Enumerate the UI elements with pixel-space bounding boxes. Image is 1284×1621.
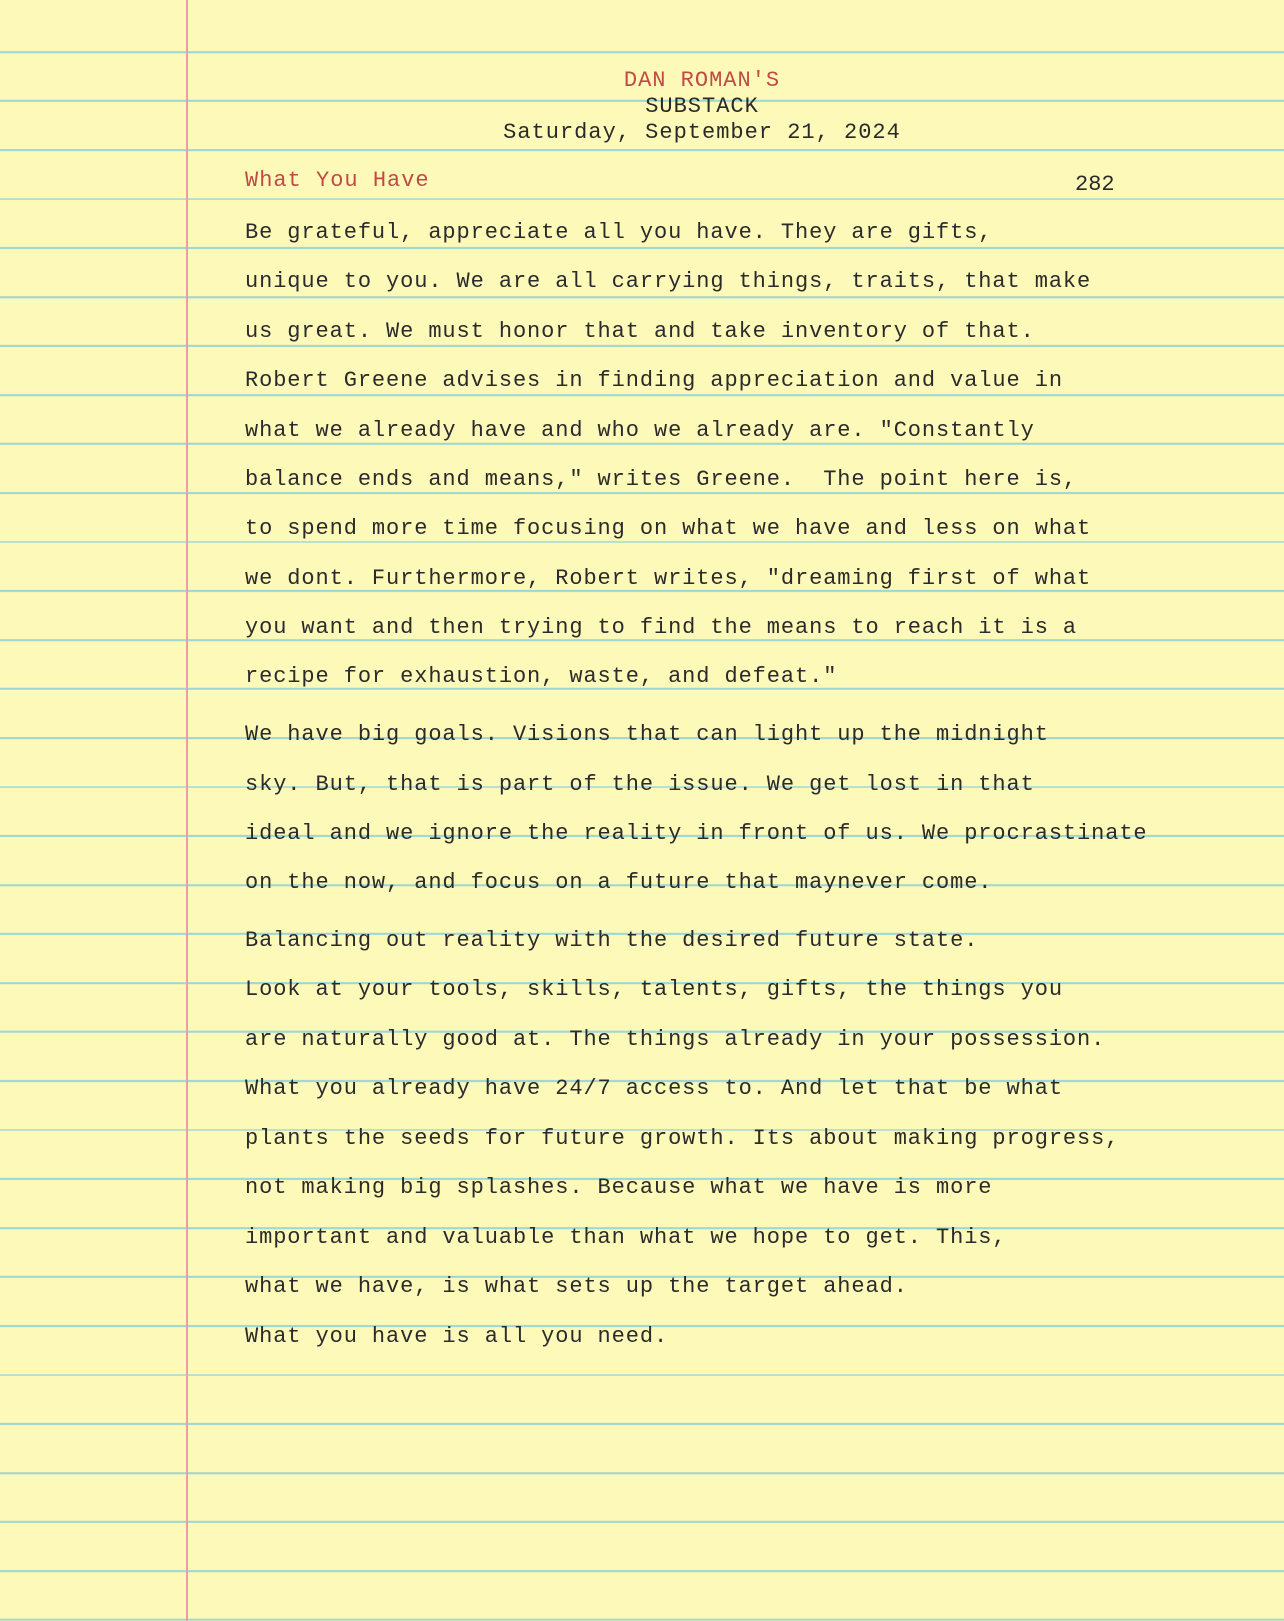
header-brand: DAN ROMAN'S	[623, 68, 781, 93]
body-line: plants the seeds for future growth. Its about making progress,	[245, 1126, 1120, 1151]
body-line: Be grateful, appreciate all you have. They are gifts,	[245, 220, 993, 245]
body-line: balance ends and means," writes Greene. The point here is,	[245, 467, 1078, 492]
body-line: are naturally good at. The things already in your possession.	[245, 1027, 1106, 1052]
body-line: to spend more time focusing on what we have and less on what	[245, 516, 1092, 541]
body-line: on the now, and focus on a future that maynever come.	[245, 870, 993, 895]
body-line: What you have is all you need.	[245, 1324, 669, 1349]
page-title: What You Have	[245, 168, 430, 193]
body-line: Look at your tools, skills, talents, gifts, the things you	[245, 977, 1063, 1002]
body-line: Balancing out reality with the desired future state.	[245, 928, 979, 953]
header-date: Saturday, September 21, 2024	[503, 120, 901, 145]
body-line: Robert Greene advises in finding appreciation and value in	[245, 368, 1063, 393]
body-line: ideal and we ignore the reality in front of us. We procrastinate	[245, 821, 1148, 846]
page-number: 282	[1075, 172, 1115, 197]
body-line: us great. We must honor that and take inventory of that.	[245, 319, 1035, 344]
body-line: not making big splashes. Because what we have is more	[245, 1175, 993, 1200]
body-line: sky. But, that is part of the issue. We get lost in that	[245, 772, 1035, 797]
body-line: what we have, is what sets up the target ahead.	[245, 1274, 908, 1299]
margin-line	[186, 0, 188, 1621]
body-line: recipe for exhaustion, waste, and defeat."	[245, 664, 838, 689]
header-subtitle: SUBSTACK	[645, 94, 759, 119]
body-line: what we already have and who we already are. "Constantly	[245, 418, 1035, 443]
body-line: unique to you. We are all carrying things, traits, that make	[245, 269, 1092, 294]
body-line: you want and then trying to find the means to reach it is a	[245, 615, 1078, 640]
body-line: We have big goals. Visions that can light up the midnight	[245, 722, 1049, 747]
body-line: we dont. Furthermore, Robert writes, "dreaming first of what	[245, 566, 1092, 591]
body-line: What you already have 24/7 access to. And let that be what	[245, 1076, 1063, 1101]
body-line: important and valuable than what we hope to get. This,	[245, 1225, 1007, 1250]
